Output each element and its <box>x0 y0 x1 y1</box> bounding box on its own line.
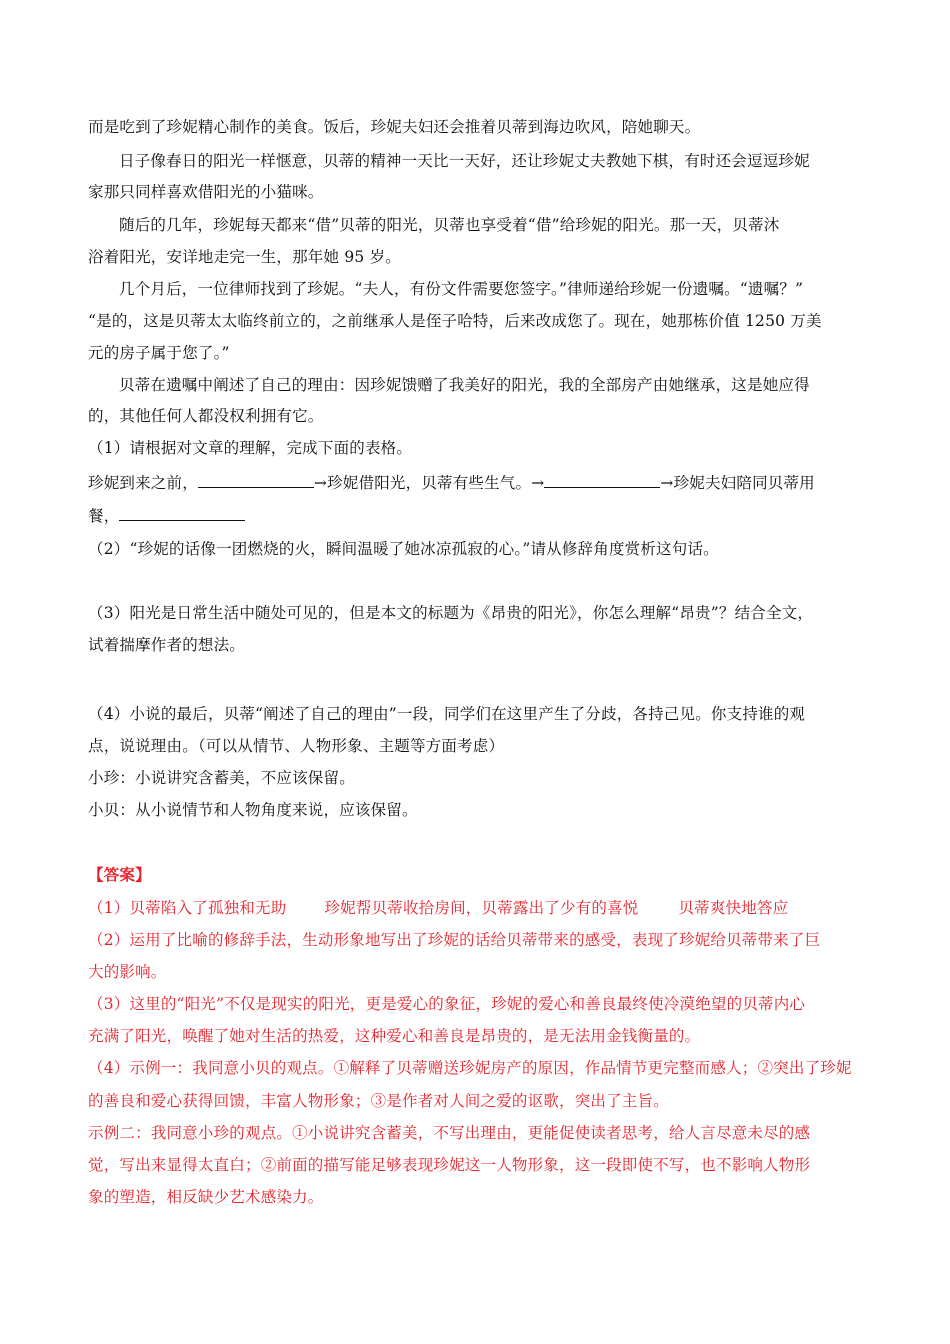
passage-line: 家那只同样喜欢借阳光的小猫咪。 <box>88 183 324 201</box>
answer-2: （2）运用了比喻的修辞手法，生动形象地写出了珍妮的话给贝蒂带来的感受，表现了珍妮给贝蒂带来了巨 <box>88 931 821 949</box>
question-1: （1）请根据对文章的理解，完成下面的表格。 <box>88 439 413 457</box>
passage-line: 贝蒂在遗嘱中阐述了自己的理由：因珍妮馈赠了我美好的阳光，我的全部房产由她继承，这是她应得 <box>119 376 810 394</box>
answer-1-part: 珍妮帮贝蒂收拾房间，贝蒂露出了少有的喜悦 <box>324 899 639 917</box>
answer-4: 象的塑造，相反缺少艺术感染力。 <box>88 1188 324 1206</box>
answer-1-part: 贝蒂爽快地答应 <box>678 899 789 917</box>
passage-line: 元的房子属于您了。” <box>88 344 230 362</box>
passage-line: 几个月后，一位律师找到了珍妮。“夫人，有份文件需要您签字。”律师递给珍妮一份遗嘱。“遗嘱？” <box>119 280 804 298</box>
question-4: （4）小说的最后，贝蒂“阐述了自己的理由”一段，同学们在这里产生了分歧，各持己见。你支持谁的观 <box>88 705 806 723</box>
passage-line: 随后的几年，珍妮每天都来“借”贝蒂的阳光，贝蒂也享受着“借”给珍妮的阳光。那一天，贝蒂沐 <box>119 216 780 234</box>
passage-line: 日子像春日的阳光一样惬意，贝蒂的精神一天比一天好，还让珍妮丈夫教她下棋，有时还会逗逗珍妮 <box>119 152 810 170</box>
answer-blank[interactable] <box>119 506 245 521</box>
opinion-xiaozhen: 小珍：小说讲究含蓄美，不应该保留。 <box>88 769 355 787</box>
question-3: 试着揣摩作者的想法。 <box>88 636 246 654</box>
fill-text: 餐， <box>88 507 120 525</box>
answer-2: 大的影响。 <box>88 963 167 981</box>
answer-4: （4）示例一：我同意小贝的观点。①解释了贝蒂赠送珍妮房产的原因，作品情节更完整而感人；②突出了珍妮 <box>88 1059 852 1077</box>
answer-blank[interactable] <box>544 473 660 488</box>
passage-line: 浴着阳光，安详地走完一生，那年她 95 岁。 <box>88 248 401 266</box>
fill-text: →珍妮夫妇陪同贝蒂用 <box>660 474 815 492</box>
question-3: （3）阳光是日常生活中随处可见的，但是本文的标题为《昂贵的阳光》，你怎么理解“昂贵”？结合全文， <box>88 604 814 622</box>
answer-4: 的善良和爱心获得回馈，丰富人物形象；③是作者对人间之爱的讴歌，突出了主旨。 <box>88 1092 669 1110</box>
answer-3: 充满了阳光，唤醒了她对生活的热爱，这种爱心和善良是昂贵的，是无法用金钱衡量的。 <box>88 1027 701 1045</box>
answer-1 <box>88 897 788 919</box>
fill-text: 珍妮到来之前， <box>88 474 198 492</box>
answer-3: （3）这里的“阳光”不仅是现实的阳光，更是爱心的象征，珍妮的爱心和善良最终使冷漠绝望的贝蒂内心 <box>88 995 806 1013</box>
answer-1-part: （1）贝蒂陷入了孤独和无助 <box>88 899 287 917</box>
question-1-fill-row <box>88 472 815 494</box>
passage-line: 的，其他任何人都没权利拥有它。 <box>88 407 324 425</box>
question-2: （2）“珍妮的话像一团燃烧的火，瞬间温暖了她冰凉孤寂的心。”请从修辞角度赏析这句话。 <box>88 540 719 558</box>
answer-4: 示例二：我同意小珍的观点。①小说讲究含蓄美，不写出理由，更能促使读者思考，给人言尽意未尽的感 <box>88 1124 811 1142</box>
answer-heading: 【答案】 <box>88 866 151 884</box>
question-4: 点，说说理由。（可以从情节、人物形象、主题等方面考虑） <box>88 737 505 755</box>
answer-4: 觉，写出来显得太直白；②前面的描写能足够表现珍妮这一人物形象，这一段即使不写，也不影响人物形 <box>88 1156 811 1174</box>
question-1-fill-row <box>88 505 245 527</box>
opinion-xiaobei: 小贝：从小说情节和人物角度来说，应该保留。 <box>88 801 418 819</box>
passage-line: “是的，这是贝蒂太太临终前立的，之前继承人是侄子哈特，后来改成您了。现在，她那栋价值 1250 万美 <box>88 312 822 330</box>
answer-blank[interactable] <box>198 473 314 488</box>
fill-text: →珍妮借阳光，贝蒂有些生气。→ <box>313 474 545 492</box>
passage-line: 而是吃到了珍妮精心制作的美食。饭后，珍妮夫妇还会推着贝蒂到海边吹风，陪她聊天。 <box>88 118 701 136</box>
